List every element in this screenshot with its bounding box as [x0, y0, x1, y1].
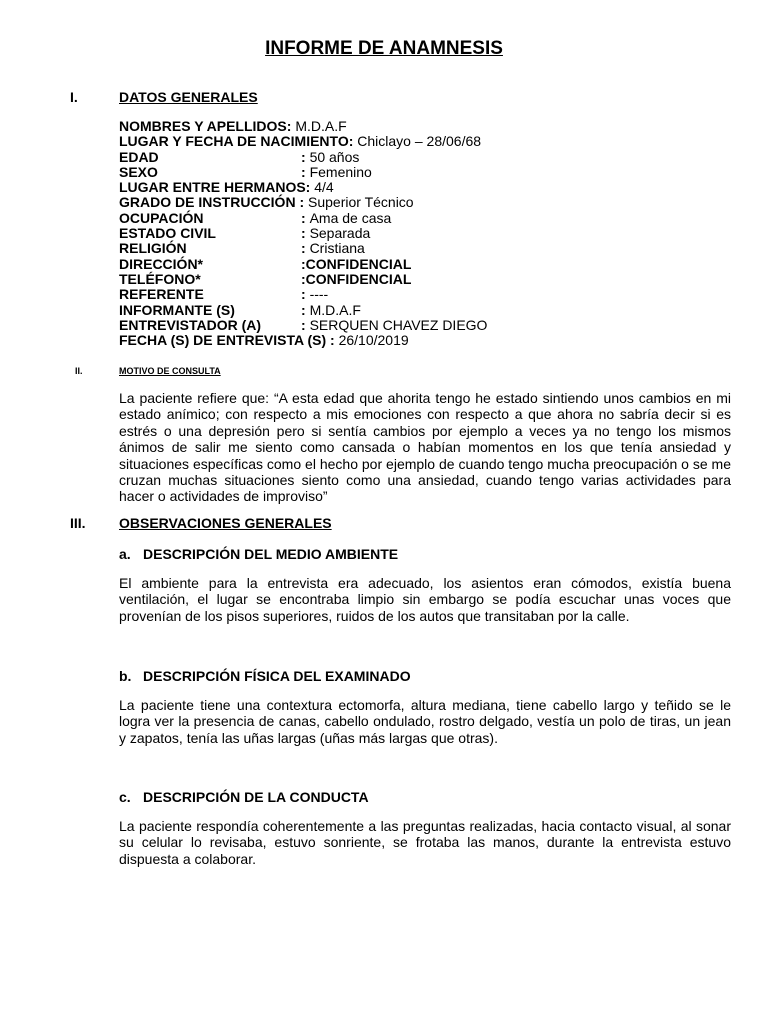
field-row: ESTADO CIVIL : Separada	[119, 225, 371, 242]
field-row: SEXO : Femenino	[119, 163, 372, 180]
environment-description-text: El ambiente para la entrevista era adecuado, los asientos eran cómodos, existía buena ventilación, el lugar se encontraba limpio sin embargo se podía escuchar unas voces que provenían de los pisos superiores, ruidos de los autos que transitaban por la calle.	[119, 575, 731, 624]
physical-description-text: La paciente tiene una contextura ectomorfa, altura mediana, tiene cabello largo y teñido se le logra ver la presencia de canas, cabello ondulado, rostro delgado, vestía un polo de tiras, un jean y zapatos, tenía las uñas largas (uñas más largas que otras).	[119, 697, 731, 746]
section-1-label: DATOS GENERALES	[119, 89, 258, 105]
field-row: DIRECCIÓN* :CONFIDENCIAL	[119, 255, 412, 272]
field-row: ENTREVISTADOR (A) : SERQUEN CHAVEZ DIEGO	[119, 316, 488, 333]
section-2-number: II.	[75, 366, 83, 376]
general-data-fields	[119, 119, 487, 348]
field-row: TELÉFONO* :CONFIDENCIAL	[119, 270, 412, 287]
field-row: REFERENTE : ----	[119, 286, 329, 303]
field-row: RELIGIÓN : Cristiana	[119, 240, 365, 257]
field-row: FECHA (S) DE ENTREVISTA (S) : 26/10/2019	[119, 332, 409, 349]
subsection-b-heading: b. DESCRIPCIÓN FÍSICA DEL EXAMINADO	[119, 668, 411, 684]
section-3-label: OBSERVACIONES GENERALES	[119, 515, 332, 531]
field-row: LUGAR ENTRE HERMANOS: 4/4	[119, 179, 334, 196]
field-row: NOMBRES Y APELLIDOS: M.D.A.F	[119, 118, 347, 134]
subsection-c-heading: c. DESCRIPCIÓN DE LA CONDUCTA	[119, 789, 369, 805]
subsection-a-heading: a. DESCRIPCIÓN DEL MEDIO AMBIENTE	[119, 546, 399, 562]
field-row: GRADO DE INSTRUCCIÓN : Superior Técnico	[119, 194, 414, 211]
section-1-number: I.	[70, 89, 78, 105]
section-2-label: MOTIVO DE CONSULTA	[119, 366, 221, 376]
section-3-number: III.	[70, 515, 86, 531]
field-row: LUGAR Y FECHA DE NACIMIENTO: Chiclayo – 28/06/68	[119, 133, 482, 150]
field-row: INFORMANTE (S) : M.D.A.F	[119, 301, 361, 318]
behavior-description-text: La paciente respondía coherentemente a las preguntas realizadas, hacia contacto visual, al sonar su celular lo revisaba, estuvo sonriente, se frotaba las manos, durante la entrevista estuvo dispuesta a colaborar.	[119, 818, 731, 867]
field-row: OCUPACIÓN : Ama de casa	[119, 209, 392, 226]
document-title: INFORME DE ANAMNESIS	[265, 38, 503, 59]
consultation-reason-text: La paciente refiere que: “A esta edad que ahorita tengo he estado sintiendo unos cambios en mi estado anímico; con respecto a mis emociones con respecto a que ahora no sabría decir si es estrés o una depresión pero si sentía cambios por ejemplo a veces ya no tengo los mismos ánimos de salir me siento como cansada o habían momentos en los que tenía ansiedad y situaciones específicas como el hecho por ejemplo de cuando tengo mucha preocupación o se me cruzan muchas situaciones siento como una ansiedad, cuando tengo varias actividades para hacer o actividades de improviso”	[119, 390, 731, 505]
field-row: EDAD : 50 años	[119, 148, 360, 165]
